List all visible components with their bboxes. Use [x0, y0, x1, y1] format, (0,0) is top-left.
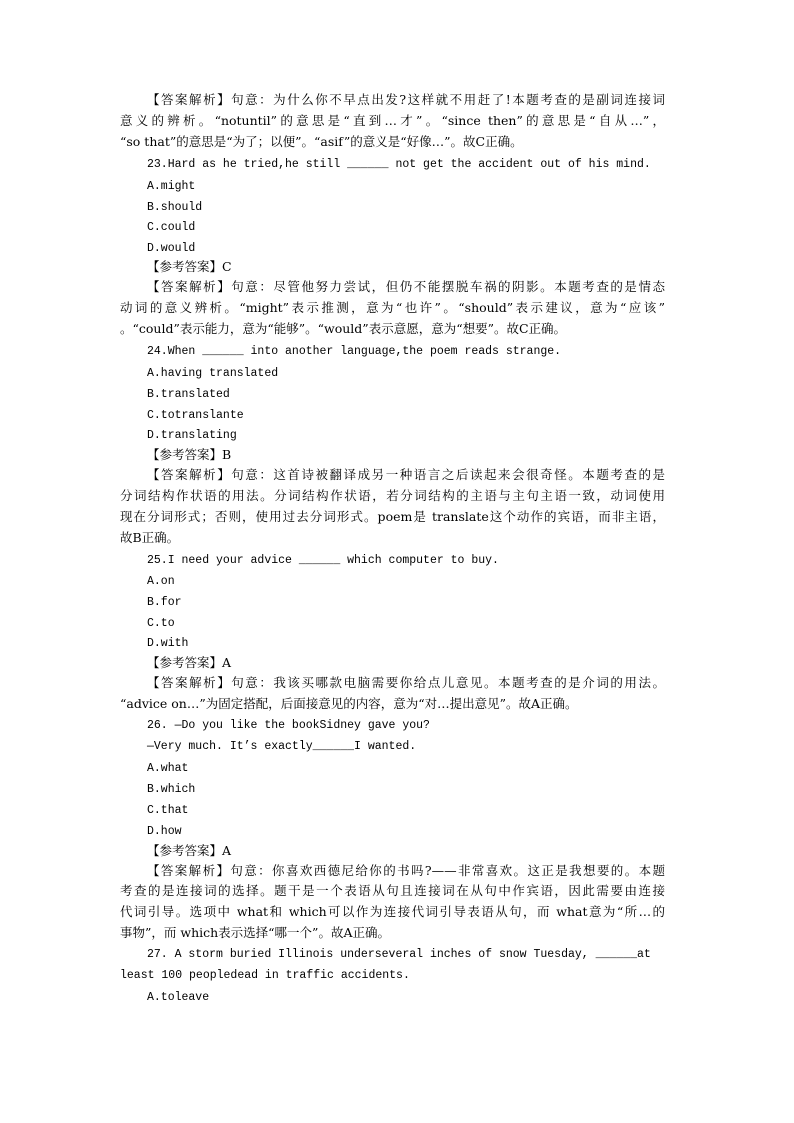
reference-answer: 【参考答案】A [147, 655, 232, 670]
option-item: C.could [147, 221, 196, 234]
reference-answer: 【参考答案】B [147, 447, 232, 462]
answer-analysis-line: 【答案解析】句意：为什么你不早点出发?这样就不用赶了!本题考查的是副词连接词 [147, 92, 665, 107]
answer-analysis-line: “so that”的意思是“为了；以便”。“asif”的意义是“好像…”。故C正确。 [120, 134, 523, 149]
answer-analysis-line: 代词引导。选项中 what和 which可以作为连接代词引导表语从句，而 what意为“所…的 [120, 904, 665, 919]
question-text: 27. A storm buried Illinois underseveral inches of snow Tuesday, ______at [147, 948, 651, 961]
question-text: —Very much. It’s exactly______I wanted. [147, 740, 417, 753]
reference-answer: 【参考答案】A [147, 843, 232, 858]
answer-analysis-line: 分词结构作状语的用法。分词结构作状语，若分词结构的主语与主句主语一致，动词使用 [120, 488, 665, 503]
answer-analysis-line: 事物”，而 which表示选择“哪一个”。故A正确。 [120, 925, 390, 940]
answer-analysis-line: 现在分词形式；否则，使用过去分词形式。poem是 translate这个动作的宾语，而非主语， [120, 509, 665, 524]
answer-analysis-line: 。“could”表示能力，意为“能够”。“would”表示意愿，意为“想要”。故C正确。 [120, 321, 567, 336]
answer-analysis-line: 故B正确。 [120, 530, 180, 545]
option-item: D.translating [147, 429, 237, 442]
option-item: B.translated [147, 388, 230, 401]
option-item: B.should [147, 201, 203, 214]
option-item: C.that [147, 804, 189, 817]
question-text: 26. —Do you like the bookSidney gave you? [147, 719, 430, 732]
answer-analysis-line: 动词的意义辨析。“might”表示推测，意为“也许”。“should”表示建议，意为“应该” [120, 300, 665, 315]
option-item: B.which [147, 783, 196, 796]
question-text: 23.Hard as he tried,he still ______ not get the accident out of his mind. [147, 158, 651, 171]
answer-analysis-line: “advice on…”为固定搭配，后面接意见的内容，意为“对…提出意见”。故A正确。 [120, 696, 578, 711]
option-item: B.for [147, 596, 182, 609]
question-text: 25.I need your advice ______ which computer to buy. [147, 554, 499, 567]
option-item: D.how [147, 825, 182, 838]
option-item: A.on [147, 575, 175, 588]
answer-analysis-line: 【答案解析】句意：你喜欢西德尼给你的书吗?——非常喜欢。这正是我想要的。本题 [147, 863, 665, 878]
question-text: 24.When ______ into another language,the poem reads strange. [147, 345, 562, 358]
option-item: A.what [147, 762, 189, 775]
question-text: least 100 peopledead in traffic accidents. [120, 969, 410, 982]
option-item: C.totranslante [147, 409, 244, 422]
answer-analysis-line: 意义的辨析。“notuntil”的意思是“直到…才”。“since then”的意思是“自从…”， [120, 113, 665, 128]
reference-answer: 【参考答案】C [147, 259, 232, 274]
answer-analysis-line: 考查的是连接词的选择。题干是一个表语从句且连接词在从句中作宾语，因此需要由连接 [120, 883, 665, 898]
option-item: D.with [147, 637, 189, 650]
option-item: A.might [147, 180, 196, 193]
answer-analysis-line: 【答案解析】句意：这首诗被翻译成另一种语言之后读起来会很奇怪。本题考查的是 [147, 467, 665, 482]
option-item: A.having translated [147, 367, 279, 380]
option-item: D.would [147, 242, 196, 255]
option-item: C.to [147, 617, 175, 630]
answer-analysis-line: 【答案解析】句意：尽管他努力尝试，但仍不能摆脱车祸的阴影。本题考查的是情态 [147, 279, 665, 294]
option-item: A.toleave [147, 991, 210, 1004]
answer-analysis-line: 【答案解析】句意：我该买哪款电脑需要你给点儿意见。本题考查的是介词的用法。 [147, 675, 665, 690]
